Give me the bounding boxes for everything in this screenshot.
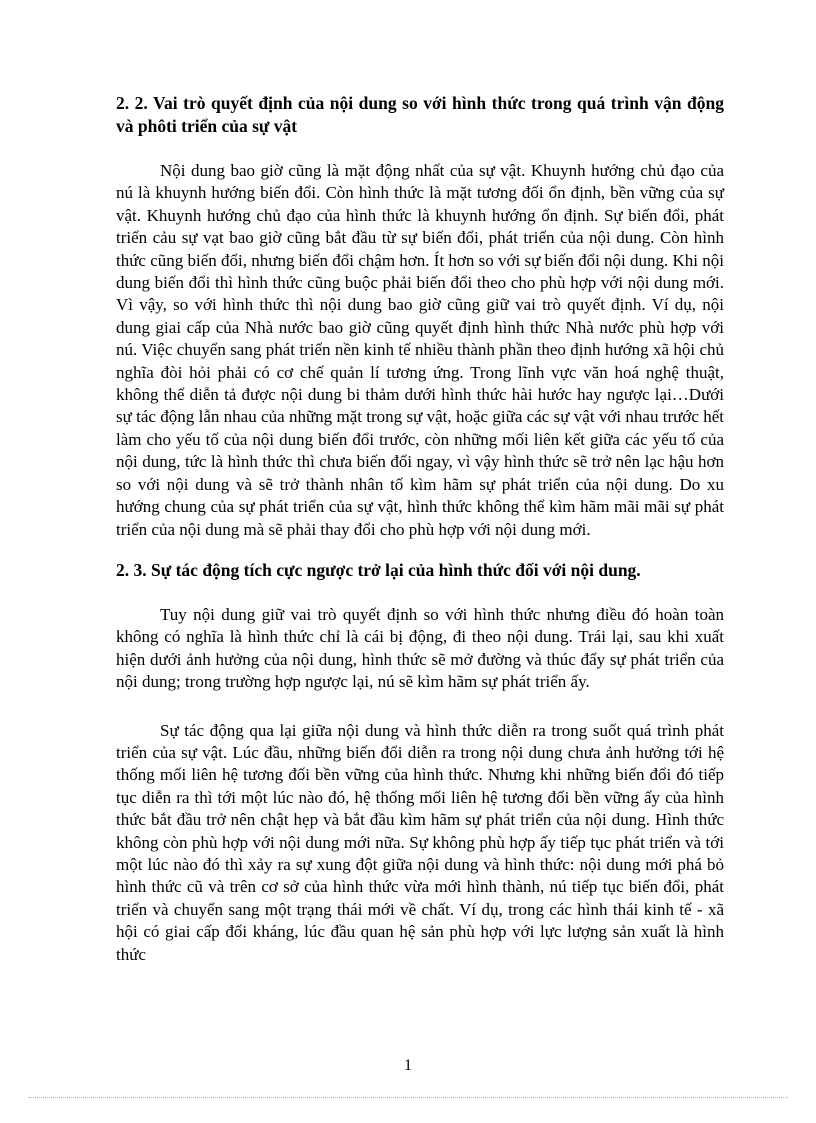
paragraph-content-role: Nội dung bao giờ cũng là mặt động nhất của sự vật. Khuynh hướng chủ đạo của nú là khuynh hướng biến đổi. Còn hình thức là mặt tương đối ổn định, bền vững của sự vật. Khuynh hướng chủ đạo của hình thức là khuynh hướng ổn định. Sự biến đổi, phát triển cảu sự vạt bao giờ cũng bắt đầu từ sự biến đổi, phát triển của nội dung. Còn hình thức cũng biến đổi, nhưng biến đổi chậm hơn. Ít hơn so với sự biến đổi nội dung. Khi nội dung biến đổi thì hình thức cũng buộc phải biến đổi theo cho phù hợp với nội dung mới. Vì vậy, so với hình thức thì nội dung bao giờ cũng giữ vai trò quyết định. Ví dụ, nội dung giai cấp của Nhà nước bao giờ cũng quyết định hình thức Nhà nước phù hợp với nú. Việc chuyển sang phát triển nền kinh tế nhiều thành phần theo định hướng xã hội chủ nghĩa đòi hỏi phải có cơ chế quản lí tương ứng. Trong lĩnh vực văn hoá nghệ thuật, không thể diễn tả được nội dung bi thảm dưới hình thức hài hước hay ngược lại…Dưới sự tác động lẫn nhau của những mặt trong sự vật, hoặc giữa các sự vật với nhau trước hết làm cho yếu tố của nội dung biến đổi trước, còn những mối liên kết giữa các yếu tố của nội dung, tức là hình thức thì chưa biến đổi ngay, vì vậy hình thức sẽ trở nên lạc hậu hơn so với nội dung và sẽ trở thành nhân tố kìm hãm sự phát triển của nội dung. Do xu hướng chung của sự phát triển của sự vật, hình thức không thể kìm hãm mãi mãi sự phát triển của nội dung mà sẽ phải thay đổi cho phù hợp với nội dung mới. xyxy=(116,161,724,539)
page-number: 1 xyxy=(404,1057,412,1074)
footer-divider xyxy=(28,1097,788,1098)
paragraph-form-effect: Tuy nội dung giữ vai trò quyết định so với hình thức nhưng điều đó hoàn toàn không có nghĩa là hình thức chỉ là cái bị động, đi theo nội dung. Trái lại, sau khi xuất hiện dưới ảnh hưởng của nội dung, hình thức sẽ mở đường và thúc đẩy sự phát triển của nội dung; trong trường hợp ngược lại, nú sẽ kìm hãm sự phát triển ấy. xyxy=(116,604,724,692)
paragraph-interaction: Sự tác động qua lại giữa nội dung và hình thức diễn ra trong suốt quá trình phát triển của sự vật. Lúc đầu, những biến đổi diễn ra trong nội dung chưa ảnh hưởng tới hệ thống mối liên hệ tương đối bền vững của hình thức. Nhưng khi những biến đổi đó tiếp tục diễn ra thì tới một lúc nào đó, hệ thống mối liên hệ tương đối bền vững ấy của hình thức bắt đầu trở nên chật hẹp và bắt đầu kìm hãm sự phát triển của nội dung. Hình thức không còn phù hợp với nội dung mới nữa. Sự không phù hợp ấy tiếp tục phát triển và tới một lúc nào đó thì xảy ra sự xung đột giữa nội dung và hình thức: nội dung mới phá bỏ hình thức cũ và trên cơ sở của hình thức vừa mới hình thành, nú tiếp tục biến đổi, phát triển và chuyển sang một trạng thái mới về chất. Ví dụ, trong các hình thái kinh tế - xã hội có giai cấp đối kháng, lúc đầu quan hệ sản phù hợp với lực lượng sản xuất là hình thức xyxy=(116,720,724,964)
section-heading-2-3: 2. 3. Sự tác động tích cực ngược trở lại của hình thức đối với nội dung. xyxy=(116,559,641,580)
document-page xyxy=(116,92,724,966)
section-heading-2-2: 2. 2. Vai trò quyết định của nội dung so với hình thức trong quá trình vận động và phôti triển của sự vật xyxy=(116,93,724,136)
